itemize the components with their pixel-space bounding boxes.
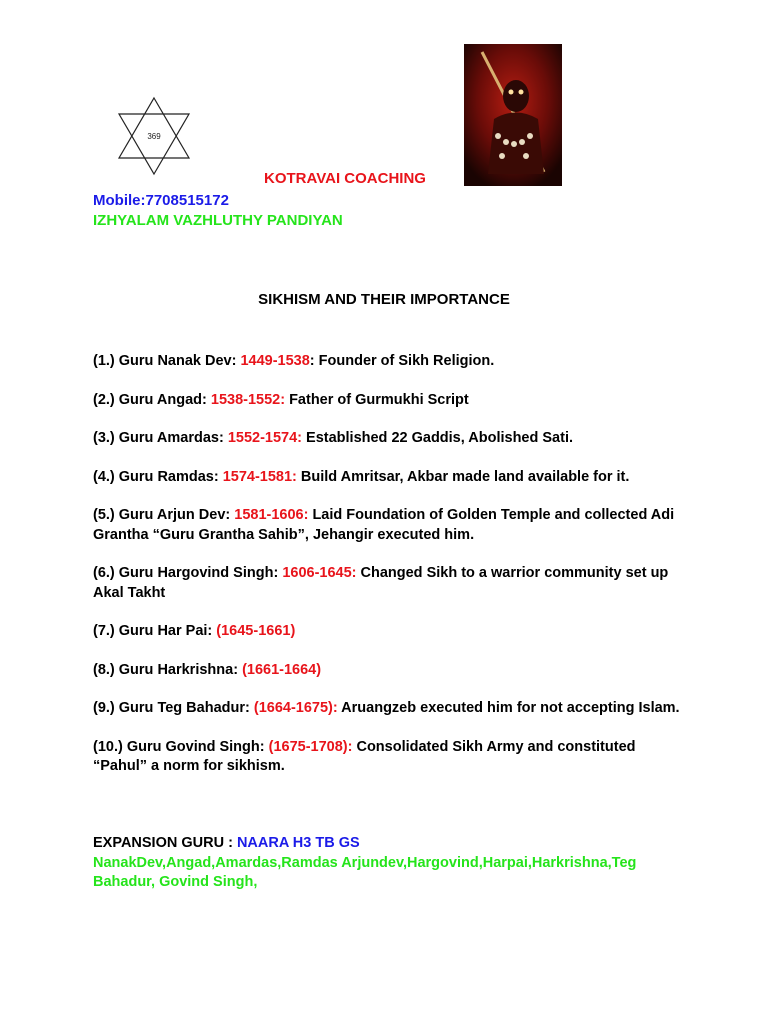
list-item [93,391,688,411]
star-logo [104,92,204,180]
expansion-label: EXPANSION GURU : [93,835,237,851]
page-title: SIKHISM AND THEIR IMPORTANCE [258,291,510,308]
expansion-line [93,834,693,854]
guru-desc: Changed Sikh to a warrior community set up Akal Takht [93,565,669,601]
guru-desc: Established 22 Gaddis, Abolished Sati. [302,430,574,446]
author-name: IZHYALAM VAZHLUTHY PANDIYAN [93,212,343,229]
list-item [93,661,688,681]
list-item [93,506,688,545]
guru-name: (10.) Guru Govind Singh: [93,738,269,755]
guru-name: (3.) Guru Amardas: [93,430,228,446]
guru-desc: Build Amritsar, Akbar made land available for it. [296,468,630,485]
guru-years: 1449-1538 [240,353,310,369]
guru-years: 1574-1581: [222,468,297,485]
expansion-section [93,834,693,893]
list-item [93,699,688,719]
guru-name: (4.) Guru Ramdas: [93,468,223,485]
guru-name: (5.) Guru Arjun Dev: [93,507,235,523]
guru-name: (1.) Guru Nanak Dev: [93,353,241,369]
guru-desc: Consolidated Sikh Army and constituted “Pahul” a norm for sikhism. [93,738,636,774]
guru-years: 1606-1645: [282,565,357,581]
goddess-image [464,44,562,186]
list-item [93,564,688,603]
guru-years: 1581-1606: [234,507,309,523]
guru-list [93,352,688,796]
guru-name: (6.) Guru Hargovind Singh: [93,565,283,581]
list-item [93,738,688,777]
list-item [93,622,688,642]
mobile-number: Mobile:7708515172 [93,192,229,209]
expansion-names: NanakDev,Angad,Amardas,Ramdas Arjundev,Hargovind,Harpai,Harkrishna,Teg Bahadur, Govind Singh, [93,854,637,890]
list-item [93,352,688,372]
guru-years: (1675-1708): [268,738,353,755]
guru-name: (8.) Guru Harkrishna: [93,661,243,678]
guru-years: (1664-1675): [253,700,338,716]
list-item [93,468,688,488]
expansion-mnemonic: NAARA H3 TB GS [236,835,360,851]
guru-desc: : Founder of Sikh Religion. [309,353,495,369]
coaching-name: KOTRAVAI COACHING [264,170,426,187]
guru-desc: Aruangzeb executed him for not accepting Islam. [337,700,680,716]
guru-desc: Laid Foundation of Golden Temple and collected Adi Grantha “Guru Grantha Sahib”, Jehangir executed him. [93,507,675,543]
guru-years: (1645-1661) [216,623,296,639]
guru-desc: Father of Gurmukhi Script [285,391,469,408]
guru-name: (7.) Guru Har Pai: [93,623,217,639]
guru-years: 1552-1574: [227,430,302,446]
guru-years: 1538-1552: [210,391,286,408]
guru-name: (9.) Guru Teg Bahadur: [93,700,254,716]
list-item [93,429,688,449]
guru-name: (2.) Guru Angad: [93,391,211,408]
star-number: 369 [147,132,161,141]
guru-years: (1661-1664) [242,661,322,678]
